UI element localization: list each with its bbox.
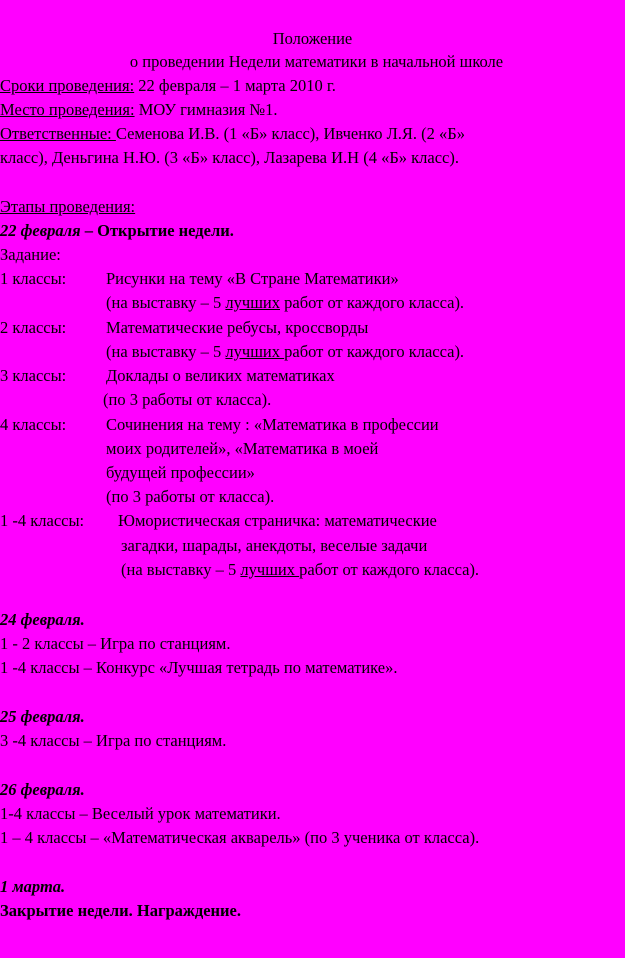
grades-all-class: 1 -4 классы:: [0, 511, 85, 530]
day-26-item-1: 1-4 классы – Веселый урок математики.: [0, 804, 281, 823]
grades-all-task: Юмористическая страничка: математические: [118, 511, 437, 530]
grade1-note-best: лучших: [225, 293, 280, 312]
march-1-heading: 1 марта.: [0, 877, 66, 896]
responsible-value: Семенова И.В. (1 «Б» класс), Ивченко Л.Я. (2 «Б»: [115, 124, 466, 143]
grade2-class: 2 классы:: [0, 318, 67, 337]
grade4-class: 4 классы:: [0, 415, 67, 434]
document-title: Положение: [272, 29, 353, 48]
grade3-task: Доклады о великих математиках: [106, 366, 335, 385]
grade1-class: 1 классы:: [0, 269, 67, 288]
grade4-task-3: будущей профессии»: [106, 463, 255, 482]
day1-date: 22 февраля: [0, 221, 81, 240]
march-1-item-1: Закрытие недели. Награждение.: [0, 901, 241, 920]
document-subtitle: о проведении Недели математики в начальной школе: [129, 52, 504, 71]
grades-all-note-pre: (на выставку – 5: [121, 560, 241, 579]
dates-line: [0, 76, 336, 96]
responsible-line: [0, 124, 465, 144]
place-line: [0, 100, 278, 120]
grade2-note-best: лучших: [225, 342, 285, 361]
grades-all-note-post: работ от каждого класса).: [299, 560, 480, 579]
dates-label: Сроки проведения:: [0, 76, 135, 95]
day1-heading: [0, 221, 234, 241]
grades-all-note-best: лучших: [240, 560, 300, 579]
day-24-heading: 24 февраля.: [0, 610, 85, 629]
grade3-note: (по 3 работы от класса).: [103, 390, 272, 409]
grades-all-note: [121, 560, 479, 580]
day-26-item-2: 1 – 4 классы – «Математическая акварель» (по 3 ученика от класса).: [0, 828, 480, 847]
grade3-class: 3 классы:: [0, 366, 67, 385]
grade2-note-post: работ от каждого класса).: [284, 342, 465, 361]
grade4-task: Сочинения на тему : «Математика в профессии: [106, 415, 439, 434]
grade2-note: [106, 342, 464, 362]
grade1-note-post: работ от каждого класса).: [280, 293, 465, 312]
place-value: МОУ гимназия №1.: [134, 100, 278, 119]
responsible-continued: класс), Деньгина Н.Ю. (3 «Б» класс), Лазарева И.Н (4 «Б» класс).: [0, 148, 460, 167]
task-label: Задание:: [0, 245, 61, 264]
day-24-item-2: 1 -4 классы – Конкурс «Лучшая тетрадь по математике».: [0, 658, 398, 677]
day-25-item-1: 3 -4 классы – Игра по станциям.: [0, 731, 227, 750]
grade4-task-2: моих родителей», «Математика в моей: [106, 439, 379, 458]
grade2-task: Математические ребусы, кроссворды: [106, 318, 369, 337]
dates-value: 22 февраля – 1 марта 2010 г.: [134, 76, 336, 95]
responsible-label: Ответственные:: [0, 124, 116, 143]
day-26-heading: 26 февраля.: [0, 780, 85, 799]
grade1-note-pre: (на выставку – 5: [106, 293, 226, 312]
day-24-item-1: 1 - 2 классы – Игра по станциям.: [0, 634, 231, 653]
stages-label: Этапы проведения:: [0, 197, 136, 216]
day1-title: – Открытие недели.: [80, 221, 234, 240]
grades-all-task-2: загадки, шарады, анекдоты, веселые задачи: [121, 536, 428, 555]
grade4-note: (по 3 работы от класса).: [106, 487, 275, 506]
grade1-task: Рисунки на тему «В Стране Математики»: [106, 269, 399, 288]
grade1-note: [106, 293, 464, 313]
place-label: Место проведения:: [0, 100, 135, 119]
day-25-heading: 25 февраля.: [0, 707, 85, 726]
grade2-note-pre: (на выставку – 5: [106, 342, 226, 361]
